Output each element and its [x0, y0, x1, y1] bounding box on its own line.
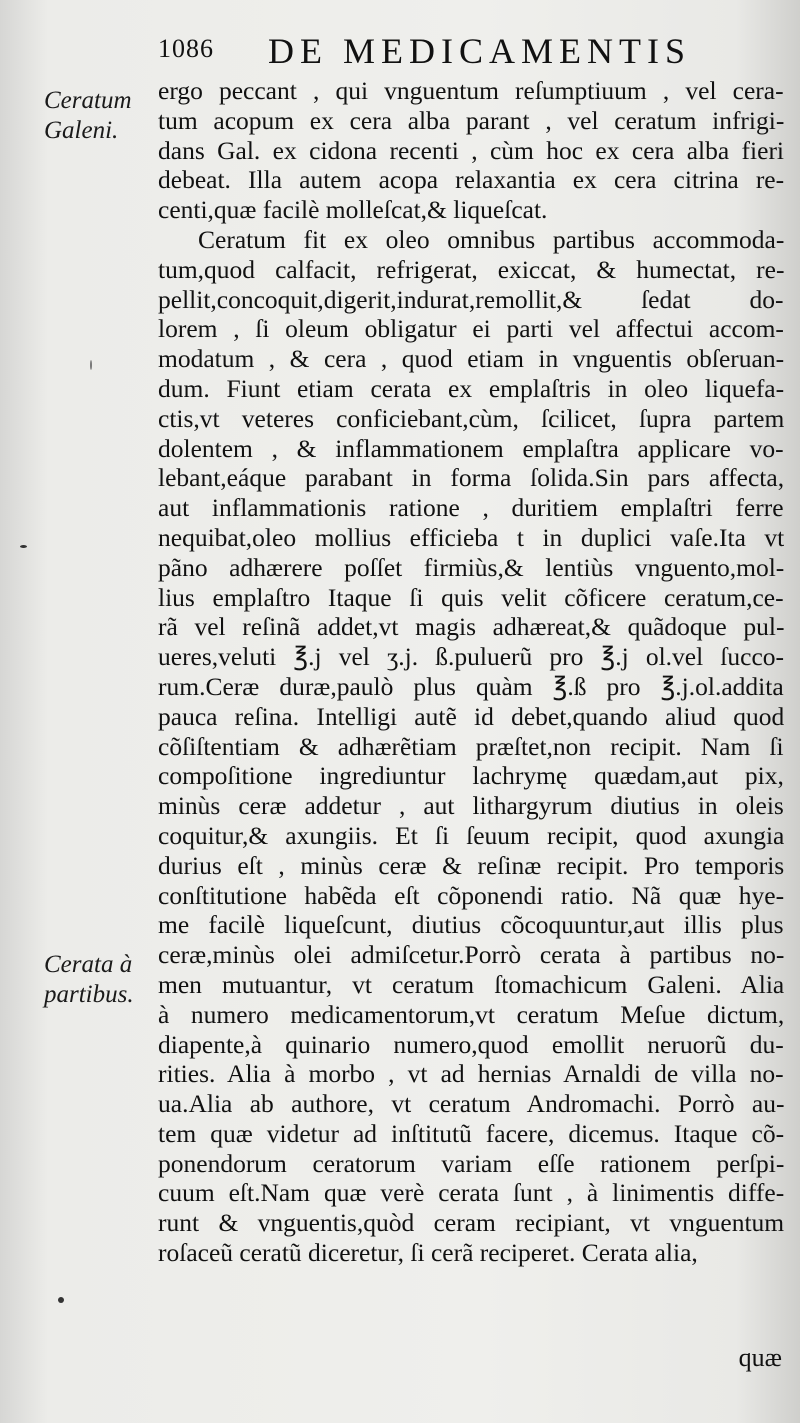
text-line: ergo peccant , qui vnguentum reſumptiuum , vel cera- — [158, 76, 784, 105]
text-line: ceræ,minùs olei admiſcetur.Porrò cerata à partibus no- — [158, 940, 784, 970]
text-line: rã vel reſinã addet,vt magis adhæreat,& quãdoque pul- — [158, 612, 784, 642]
running-title: DE MEDICAMENTIS — [268, 31, 691, 71]
text-line: pauca reſina. Intelligi autẽ id debet,quando aliud quod — [158, 701, 784, 731]
text-line: modatum , & cera , quod etiam in vnguentis obſeruan- — [158, 344, 784, 374]
ink-speck — [20, 545, 27, 548]
running-head — [150, 28, 790, 72]
margin-note-ceratum-galeni — [44, 86, 132, 146]
text-line: dans Gal. ex cidona recenti , cùm hoc ex cera alba fieri — [158, 135, 784, 165]
text-line: nequibat,oleo mollius efficieba t in duplici vaſe.Ita vt — [158, 522, 784, 552]
text-line: aut inflammationis ratione , duritiem emplaſtri ferre — [158, 493, 784, 523]
catchword: quæ — [738, 1343, 782, 1372]
ink-speck — [90, 360, 92, 370]
text-line: lorem , ſi oleum obligatur ei parti vel affectui accom- — [158, 314, 784, 344]
text-line: men mutuantur, vt ceratum ſtomachicum Galeni. Alia — [158, 969, 784, 999]
margin-note-line: Cerata à — [44, 951, 133, 978]
text-line: tum,quod calfacit, refrigerat, exiccat, & humectat, re- — [158, 254, 784, 284]
text-line: dum. Fiunt etiam cerata ex emplaſtris in oleo liquefa- — [158, 373, 784, 403]
text-line: runt & vnguentis,quòd ceram recipiant, vt vnguentum — [158, 1208, 784, 1238]
text-line: me facilè liqueſcunt, diutius cõcoquuntur,aut illis plus — [158, 910, 784, 940]
text-line: cuum eſt.Nam quæ verè cerata ſunt , à linimentis diffe- — [158, 1178, 784, 1208]
body-text-column — [158, 76, 784, 1268]
margin-note-line: partibus. — [44, 981, 134, 1008]
text-line: conſtitutione habẽda eſt cõponendi ratio. Nã quæ hye- — [158, 880, 784, 910]
text-line: compoſitione ingrediuntur lachrymę quædam,aut pix, — [158, 761, 784, 791]
text-line: rities. Alia à morbo , vt ad hernias Arnaldi de villa no- — [158, 1059, 784, 1089]
text-line: ponendorum ceratorum variam eſſe rationem perſpi- — [158, 1148, 784, 1178]
text-line: tum acopum ex cera alba parant , vel ceratum infrigi- — [158, 105, 784, 135]
text-line: diapente,à quinario numero,quod emollit neruorũ du- — [158, 1029, 784, 1059]
text-line: à numero medicamentorum,vt ceratum Meſue dictum, — [158, 999, 784, 1029]
text-line: pellit,concoquit,digerit,indurat,remollit,& ſedat do- — [158, 284, 784, 314]
text-line: centi,quæ facilè molleſcat,& liqueſcat. — [158, 195, 548, 225]
text-line: lius emplaſtro Itaque ſi quis velit cõficere ceratum,ce- — [158, 582, 784, 612]
text-line: debeat. Illa autem acopa relaxantia ex cera citrina re- — [158, 165, 784, 195]
margin-note-line: Ceratum — [44, 87, 132, 114]
text-line: pãno adhærere poſſet firmiùs,& lentiùs vnguento,mol- — [158, 552, 784, 582]
margin-note-line: Galeni. — [44, 117, 119, 144]
margin-note-cerata-a-partibus — [44, 950, 134, 1010]
text-line: rum.Ceræ duræ,paulò plus quàm ℥.ß pro ℥.j.ol.addita — [158, 671, 784, 701]
text-line: minùs ceræ addetur , aut lithargyrum diutius in oleis — [158, 791, 784, 821]
text-line: roſaceũ ceratũ diceretur, ſi cerã reciperet. Cerata alia, — [158, 1238, 698, 1268]
text-line: lebant,eáque parabant in forma ſolida.Sin pars affecta, — [158, 463, 784, 493]
text-line: ueres,veluti ℥.j vel ʒ.j. ß.puluerũ pro ℥.j ol.vel ſucco- — [158, 642, 784, 672]
text-line: ua.Alia ab authore, vt ceratum Andromachi. Porrò au- — [158, 1089, 784, 1119]
text-line: cõſiſtentiam & adhærẽtiam præſtet,non recipit. Nam ſi — [158, 731, 784, 761]
page-number: 1086 — [158, 34, 214, 63]
text-line: durius eſt , minùs ceræ & reſinæ recipit. Pro temporis — [158, 850, 784, 880]
text-line: dolentem , & inflammationem emplaſtra applicare vo- — [158, 433, 784, 463]
text-line: ctis,vt veteres conficiebant,cùm, ſcilicet, ſupra partem — [158, 403, 784, 433]
text-line: Ceratum fit ex oleo omnibus partibus accommoda- — [198, 224, 784, 254]
text-line: tem quæ videtur ad inſtitutũ facere, dicemus. Itaque cõ- — [158, 1118, 784, 1148]
text-line: coquitur,& axungiis. Et ſi ſeuum recipit, quod axungia — [158, 820, 784, 850]
ink-speck — [58, 1297, 64, 1303]
